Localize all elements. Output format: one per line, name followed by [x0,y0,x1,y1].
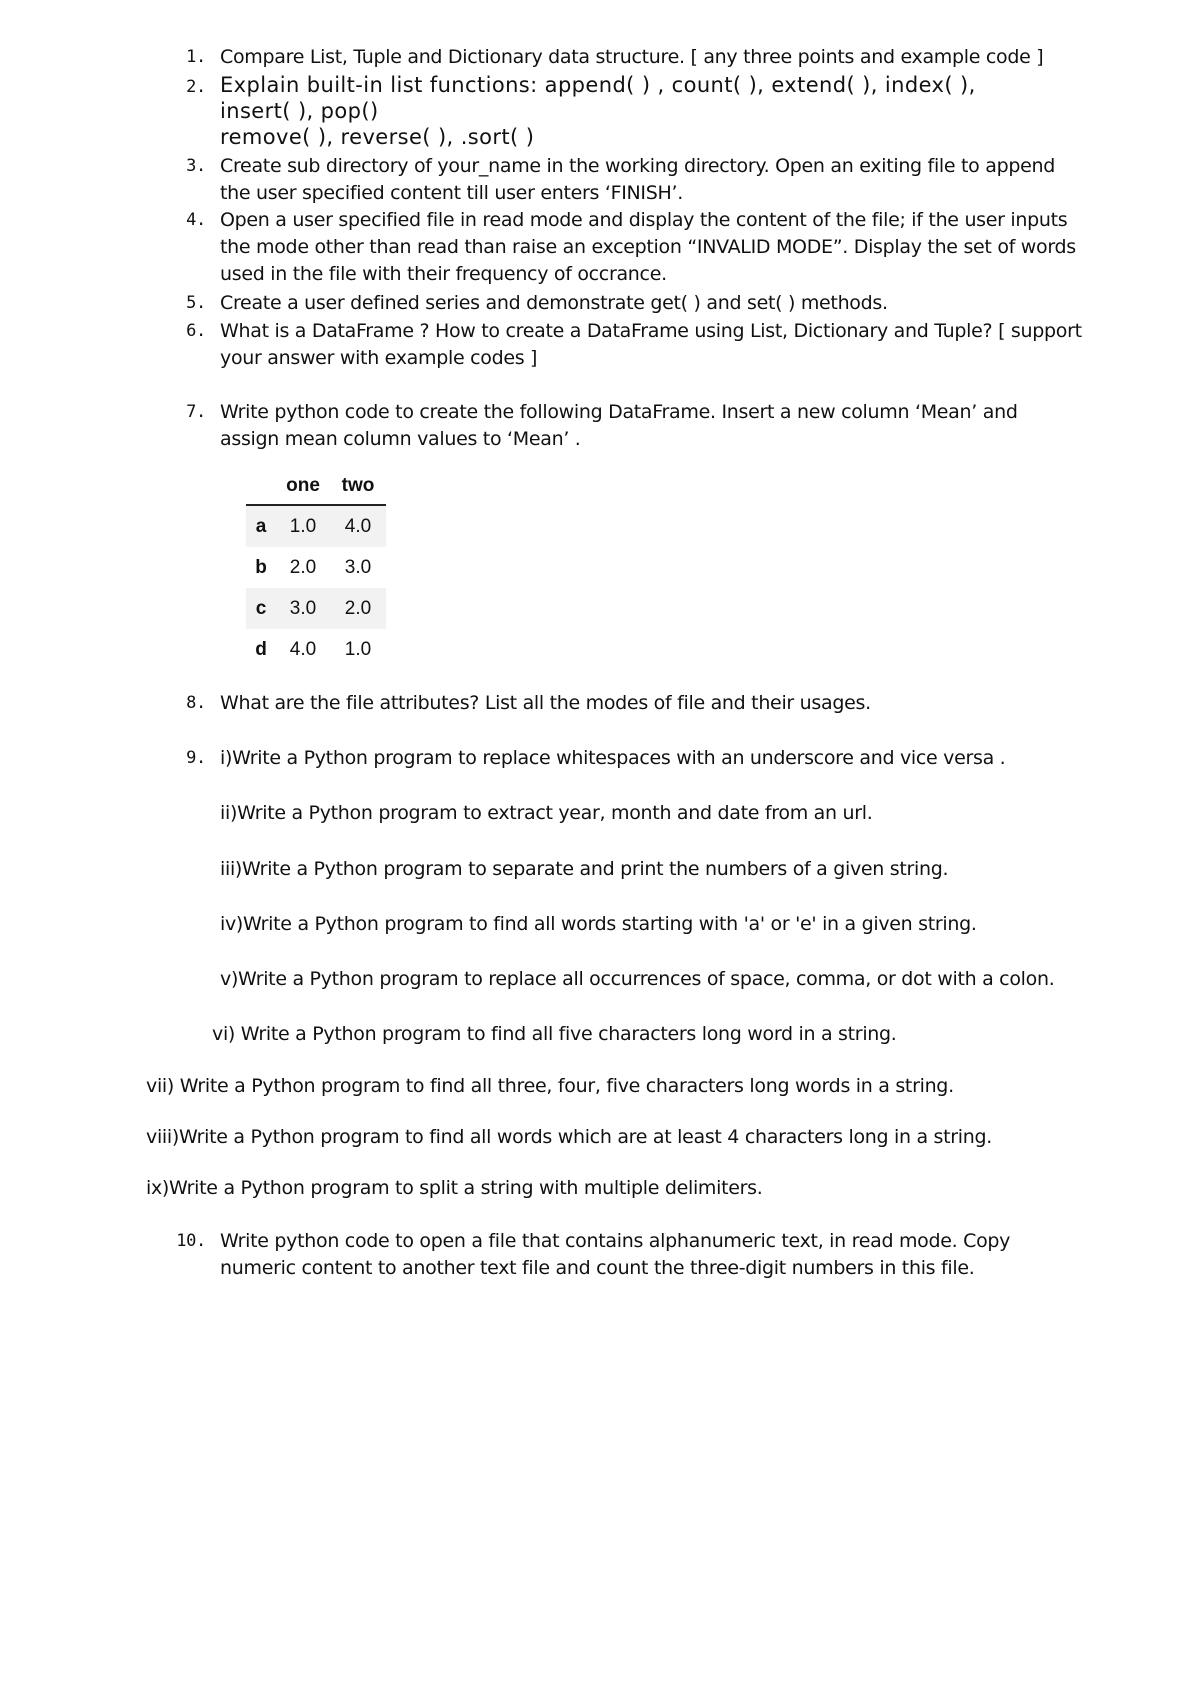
table-cell: 1.0 [289,516,317,537]
question-number: 3. [186,156,206,176]
question-number: 8. [186,693,206,713]
question-number: 10. [176,1231,206,1251]
question-line: Write python code to create the following DataFrame. Insert a new column ‘Mean’ and [220,401,1018,423]
question-line: Create sub directory of your_name in the working directory. Open an exiting file to append [220,155,1056,177]
table-row [246,588,386,629]
question-2 [186,72,976,150]
sub-question-ii: ii)Write a Python program to extract year, month and date from an url. [220,802,873,824]
sub-question-vi: vi) Write a Python program to find all five characters long word in a string. [212,1023,897,1045]
question-line: Open a user specified file in read mode and display the content of the file; if the user inputs [220,209,1068,231]
question-8 [186,690,871,717]
question-line: i)Write a Python program to replace whitespaces with an underscore and vice versa . [220,747,1006,769]
question-line: insert( ), pop() [220,99,379,123]
question-9 [186,745,1006,772]
sub-question-ix: ix)Write a Python program to split a string with multiple delimiters. [146,1177,763,1199]
table-cell: 2.0 [344,598,372,619]
question-5 [186,290,888,317]
question-number: 6. [186,321,206,341]
table-header [220,468,386,504]
sub-question-v: v)Write a Python program to replace all occurrences of space, comma, or dot with a colon. [220,968,1055,990]
sub-question-viii: viii)Write a Python program to find all words which are at least 4 characters long in a string. [146,1126,993,1148]
column-header: one [286,475,320,496]
question-line: Create a user defined series and demonstrate get( ) and set( ) methods. [220,292,888,314]
table-cell: 4.0 [289,639,317,660]
question-line: the mode other than read than raise an exception “INVALID MODE”. Display the set of words [220,236,1076,258]
question-number: 1. [186,47,206,67]
row-index: c [255,598,267,619]
row-index: b [255,557,267,578]
column-header: two [341,475,375,496]
table-cell: 4.0 [344,516,372,537]
question-line: What are the file attributes? List all the modes of file and their usages. [220,692,871,714]
question-6 [186,318,1082,372]
table-row [246,629,386,670]
question-line: assign mean column values to ‘Mean’ . [220,428,581,450]
row-index: a [255,516,267,537]
question-line: your answer with example codes ] [220,347,538,369]
sub-question-iv: iv)Write a Python program to find all words starting with 'a' or 'e' in a given string. [220,913,977,935]
table-cell: 2.0 [289,557,317,578]
question-line: used in the file with their frequency of occrance. [220,263,667,285]
table-row [246,506,386,547]
question-number: 9. [186,748,206,768]
question-line: remove( ), reverse( ), .sort( ) [220,125,535,149]
question-line: What is a DataFrame ? How to create a DataFrame using List, Dictionary and Tuple? [ support [220,320,1082,342]
question-3 [186,153,1056,207]
dataframe-table [220,468,386,664]
sub-question-vii: vii) Write a Python program to find all three, four, five characters long words in a string. [146,1075,954,1097]
question-number: 5. [186,293,206,313]
table-cell: 3.0 [289,598,317,619]
question-number: 2. [186,77,206,97]
table-row [246,547,386,588]
question-line: Write python code to open a file that contains alphanumeric text, in read mode. Copy [220,1230,1011,1252]
question-number: 7. [186,402,206,422]
sub-question-iii: iii)Write a Python program to separate and print the numbers of a given string. [220,858,949,880]
question-4 [186,207,1076,288]
question-number: 4. [186,210,206,230]
question-line: Compare List, Tuple and Dictionary data structure. [ any three points and example code ] [220,46,1044,68]
question-line: numeric content to another text file and count the three-digit numbers in this file. [220,1257,975,1279]
question-7 [186,399,1018,453]
table-cell: 1.0 [344,639,372,660]
table-cell: 3.0 [344,557,372,578]
question-line: the user specified content till user enters ‘FINISH’. [220,182,683,204]
question-1 [186,44,1044,71]
question-10 [176,1228,1011,1282]
row-index: d [255,639,267,660]
question-line: Explain built-in list functions: append( ) , count( ), extend( ), index( ), [220,73,976,97]
